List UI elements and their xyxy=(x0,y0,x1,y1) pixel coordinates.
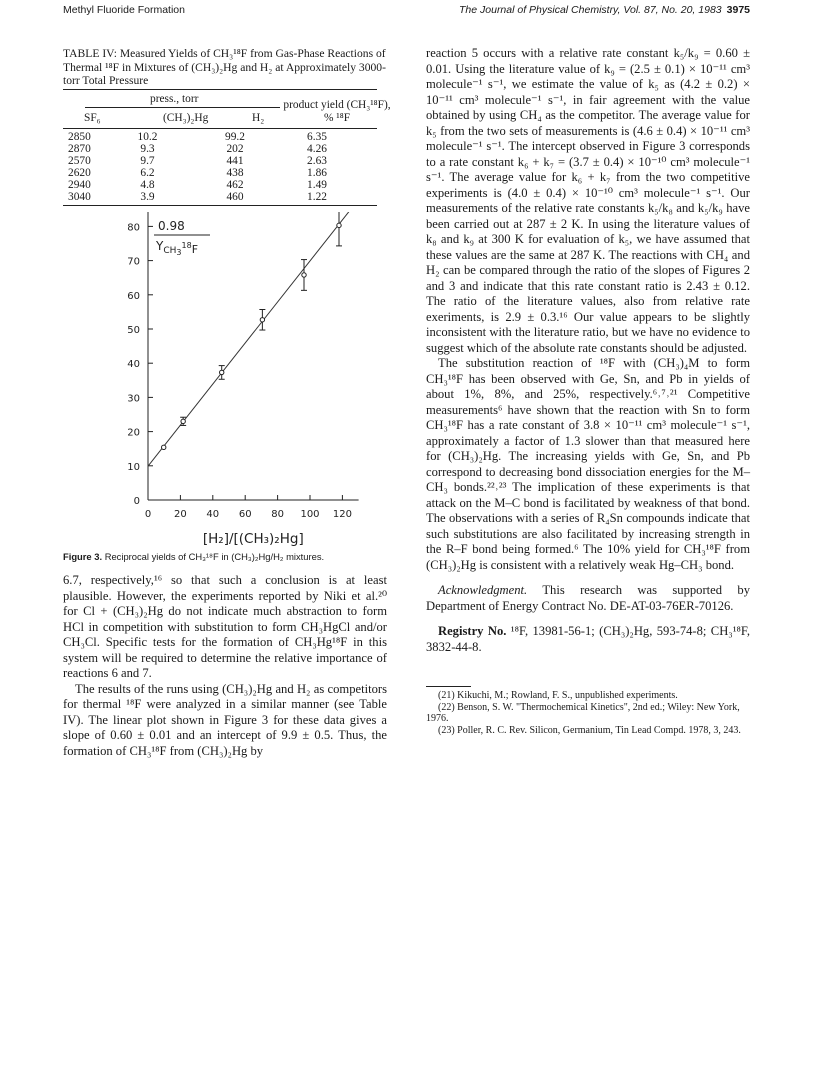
page-number: 3975 xyxy=(726,4,750,16)
registry-text: ¹⁸F, 13981-56-1; (CH₃)₂Hg, 593-74-8; CH₃¹⁸F, 3832-44-8. xyxy=(426,624,750,654)
x-tick-label: 40 xyxy=(206,509,220,520)
data-point xyxy=(162,445,166,449)
acknowledgment-text: This research was supported by Department of Energy Contract No. DE-AT-03-76ER-70126. xyxy=(426,583,751,613)
table-cell: 9.3 xyxy=(140,143,155,155)
acknowledgment-label: Acknowledgment. xyxy=(438,583,528,597)
y-tick-label: 80 xyxy=(127,222,140,234)
table-row xyxy=(68,191,359,203)
table-cell: 460 xyxy=(226,191,244,203)
y-axis-label-denominator: $Y_{CH}3^{18}F$ xyxy=(156,239,199,257)
right-paragraph-2: The substitution reaction of ¹⁸F with (CH₃)₄M to form CH₃¹⁸F has been observed with Ge, Sn, and Pb in yields of about 1%, 8%, and 25%, respectively.⁶˒⁷˒²¹ Competitive measurements⁶ have shown that the reaction with Sn to form CH₃¹⁸F has a rate constant of 3.8 × 10⁻¹¹ cm³ molecule⁻¹ s⁻¹, approximately a factor of 1.3 slower than that measured here for (CH₃)₂Hg. The increasing yields with Ge, Sn, and Pb correspond to decreasing bond dissociation energies for the M–CH₃ bonds.²²˒²³ The implication of these experiments is that attack on the M–C bond is facilitated by weakness of that bond. The observations with a series of R₄Sn compounds indicate that such substitutions are also facilitated by increasing strength in the R–F bond being formed.⁶ The 10% yield for CH₃¹⁸F from (CH₃)₂Hg is consistent with a relatively weak Hg–CH₃ bond. xyxy=(426,356,750,572)
table-cell: 3040 xyxy=(68,191,91,203)
table-cell: 6.35 xyxy=(307,131,327,143)
footnote-23: (23) Poller, R. C. Rev. Silicon, Germanium, Tin Lead Compd. 1978, 3, 243. xyxy=(438,724,741,736)
table-cell: 438 xyxy=(226,167,244,179)
table-group-rule xyxy=(85,107,280,108)
table-cell: 1.86 xyxy=(307,167,327,179)
table-cell: 2940 xyxy=(68,179,91,191)
y-tick-label: 30 xyxy=(127,393,140,405)
running-header-title: Methyl Fluoride Formation xyxy=(63,4,185,16)
table-cell: 3.9 xyxy=(140,191,155,203)
chart-axes xyxy=(127,212,358,547)
table-header-rule xyxy=(63,128,377,129)
col-header-h2: H₂ xyxy=(252,112,265,124)
table-row xyxy=(68,131,359,143)
x-tick-label: 80 xyxy=(271,509,284,520)
y-tick-label: 60 xyxy=(127,290,140,302)
journal-citation: The Journal of Physical Chemistry, Vol. 87, No. 20, 1983 xyxy=(459,4,722,16)
x-tick-label: 100 xyxy=(300,509,320,520)
table-cell: 6.2 xyxy=(140,167,155,179)
y-tick-label: 70 xyxy=(127,256,140,268)
table-caption: TABLE IV: Measured Yields of CH₃¹⁸F from Gas-Phase Reactions of Thermal ¹⁸F in Mixtures of (CH₃)₂Hg and H₂ at Approximately 3000-torr Total Pressure xyxy=(63,47,386,88)
x-tick-label: 60 xyxy=(238,509,252,520)
registry-label: Registry No. xyxy=(438,624,507,638)
table-cell: 2850 xyxy=(68,131,91,143)
data-point xyxy=(337,223,341,227)
table-group-header: press., torr xyxy=(150,93,199,105)
x-tick-label: 20 xyxy=(174,509,187,520)
table-cell: 10.2 xyxy=(137,131,158,143)
table-bottom-rule xyxy=(63,205,377,206)
acknowledgment xyxy=(426,583,750,614)
table-cell: 2620 xyxy=(68,167,91,179)
left-paragraph-1: 6.7, respectively,¹⁶ so that such a conclusion is at least plausible. However, the experiments reported by Niki et al.²⁰ for Cl + (CH₃)₂Hg do not indicate much abstraction to form HCl in competition with substitution to form CH₃HgCl and/or CH₃Cl. Specific tests for the formation of CH₃Hg¹⁸F in this system will be required to determine the relative importance of reactions 6 and 7. xyxy=(63,573,387,680)
y-tick-label: 40 xyxy=(127,359,140,371)
table-row xyxy=(68,167,359,179)
right-column xyxy=(426,46,750,655)
yield-header-text: product yield (CH₃¹⁸F), % ¹⁸F xyxy=(283,99,391,124)
table-cell: 99.2 xyxy=(225,131,245,143)
left-paragraph-2: The results of the runs using (CH₃)₂Hg and H₂ as competitors for thermal ¹⁸F were analyzed in a similar manner (see Table IV). The linear plot shown in Figure 3 for these data gives a slope of 0.60 ± 0.01 and an intercept of 9.9 ± 0.5. Thus, the formation of CH₃¹⁸F from (CH₃)₂Hg by xyxy=(63,681,387,758)
table-top-rule xyxy=(63,89,377,90)
y-tick-label: 0 xyxy=(133,496,140,507)
x-tick-label: 120 xyxy=(332,509,352,520)
figure-caption-text: Reciprocal yields of CH₃¹⁸F in (CH₃)₂Hg/H₂ mixtures. xyxy=(104,551,325,562)
figure-3-chart xyxy=(110,212,370,547)
running-header-journal xyxy=(459,4,750,16)
footnote-22: (22) Benson, S. W. "Thermochemical Kinetics", 2nd ed.; Wiley: New York, 1976. xyxy=(426,701,740,725)
y-axis-label-numerator: 0.98 xyxy=(158,219,185,233)
col-header-ch3hg: (CH₃)₂Hg xyxy=(163,112,209,124)
table-yield-header xyxy=(282,99,392,124)
data-point xyxy=(181,419,185,423)
table-cell: 4.26 xyxy=(307,143,327,155)
table-cell: 1.22 xyxy=(307,191,327,203)
registry-numbers xyxy=(426,624,750,655)
footnotes xyxy=(426,690,750,736)
table-cell: 462 xyxy=(226,179,244,191)
table-cell: 1.49 xyxy=(307,179,327,191)
x-tick-label: 0 xyxy=(144,509,152,520)
left-column xyxy=(63,573,387,759)
y-tick-label: 50 xyxy=(127,325,140,336)
table-cell: 9.7 xyxy=(140,155,155,167)
data-point xyxy=(260,318,264,322)
footnote-rule xyxy=(426,686,471,687)
table-row xyxy=(68,179,359,191)
x-axis-label: [H₂]/[(CH₃)₂Hg] xyxy=(202,531,304,547)
table-cell: 202 xyxy=(226,143,244,155)
data-point xyxy=(302,273,306,277)
table-body xyxy=(68,131,359,203)
table-row xyxy=(68,143,359,155)
table-cell: 2570 xyxy=(68,155,91,167)
footnote-21: (21) Kikuchi, M.; Rowland, F. S., unpublished experiments. xyxy=(438,690,678,701)
table-cell: 441 xyxy=(226,155,244,167)
y-tick-label: 20 xyxy=(127,427,140,439)
y-tick-label: 10 xyxy=(127,461,140,473)
figure-caption-label: Figure 3. xyxy=(63,551,103,562)
table-cell: 4.8 xyxy=(140,179,155,191)
table-cell: 2.63 xyxy=(307,155,327,167)
col-header-sf6: SF₆ xyxy=(84,112,101,124)
figure-caption xyxy=(63,551,324,562)
table-cell: 2870 xyxy=(68,143,91,155)
data-point xyxy=(220,370,224,374)
right-paragraph-1: reaction 5 occurs with a relative rate constant k₅/k₉ = 0.60 ± 0.01. Using the literature value of k₉ = (2.5 ± 0.1) × 10⁻¹¹ cm³ molecule⁻¹ s⁻¹, we estimate the value of k₅ as (4.2 ± 0.2) × 10⁻¹¹ cm³ molecule⁻¹ s⁻¹, in fair agreement with the value obtained by using CH₄ as the competitor. The average value for k₅ from the two sets of measurements is (4.6 ± 0.4) × 10⁻¹¹ cm³ molecule⁻¹ s⁻¹. The intercept observed in Figure 3 corresponds to a rate constant k₆ + k₇ = (3.7 ± 0.4) × 10⁻¹⁰ cm³ molecule⁻¹ s⁻¹. The average value for k₆ + k₇ from the two competitive experiments is (4.0 ± 0.4) × 10⁻¹⁰ cm³ molecule⁻¹ s⁻¹. Our measurements of the relative rate constants k₅/k₈ and k₅/k₉ have been carried out at 287 ± 2 K. In using the literature values of k₈ and k₉ at 300 K for evaluation of k₅, we have assumed that these values are the same at 287 K. The reactions with CH₄ and H₂ can be compared through the ratio of the slopes of Figures 2 and 3 and indicate that this rate constant ratio is 2.43 ± 0.12. The ratio of the literature values, also from relative rate exeriments, is 2.9 ± 0.3.¹⁶ Our value appears to be slightly inconsistent with the literature ratio, but we have no evidence to suggest which of the absolute rate constants should be adjusted. xyxy=(426,46,750,355)
table-row xyxy=(68,155,359,167)
